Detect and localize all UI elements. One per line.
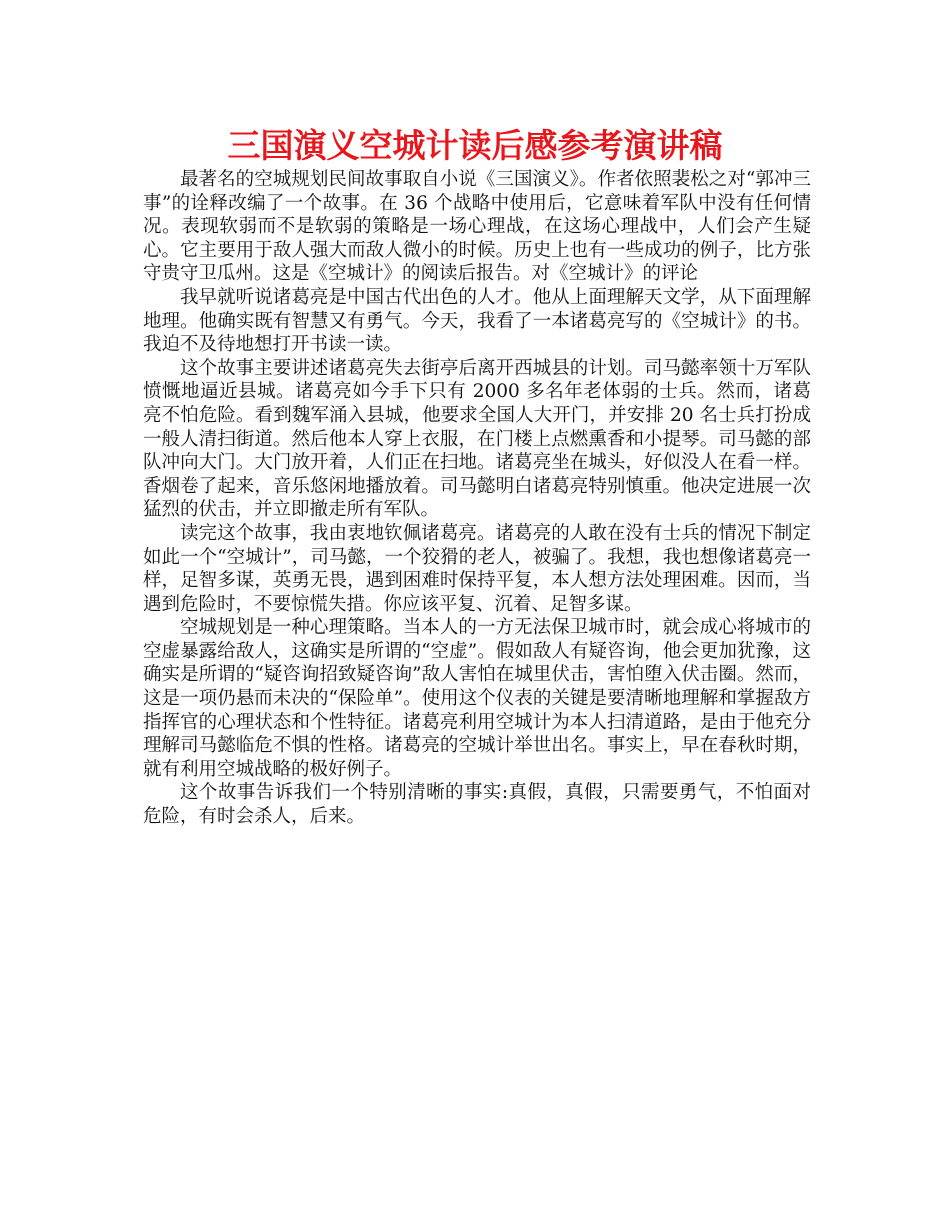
paragraph: 我早就听说诸葛亮是中国古代出色的人才。他从上面理解天文学，从下面理解地理。他确实既有智慧又有勇气。今天，我看了一本诸葛亮写的《空城计》的书。我迫不及待地想打开书读一读。 xyxy=(143,286,811,356)
document-body xyxy=(143,168,811,829)
paragraph: 这个故事告诉我们一个特别清晰的事实:真假，真假，只需要勇气，不怕面对危险，有时会杀人，后来。 xyxy=(143,782,811,828)
paragraph: 读完这个故事，我由衷地钦佩诸葛亮。诸葛亮的人敢在没有士兵的情况下制定如此一个“空城计”，司马懿，一个狡猾的老人，被骗了。我想，我也想像诸葛亮一样，足智多谋，英勇无畏，遇到困难时保持平复，本人想方法处理困难。因而，当遇到危险时，不要惊慌失措。你应该平复、沉着、足智多谋。 xyxy=(143,522,811,615)
document-title: 三国演义空城计读后感参考演讲稿 xyxy=(227,126,723,165)
paragraph: 空城规划是一种心理策略。当本人的一方无法保卫城市时，就会成心将城市的空虚暴露给敌人，这确实是所谓的“空虚”。假如敌人有疑咨询，他会更加犹豫，这确实是所谓的“疑咨询招致疑咨询”敌人害怕在城里伏击，害怕堕入伏击圈。然而，这是一项仍悬而未决的“保险单”。使用这个仪表的关键是要清晰地理解和掌握敌方指挥官的心理状态和个性特征。诸葛亮利用空城计为本人扫清道路，是由于他充分理解司马懿临危不惧的性格。诸葛亮的空城计举世出名。事实上，早在春秋时期，就有利用空城战略的极好例子。 xyxy=(143,617,811,780)
paragraph: 最著名的空城规划民间故事取自小说《三国演义》。作者依照裴松之对“郭冲三事”的诠释改编了一个故事。在 36 个战略中使用后，它意味着军队中没有任何情况。表现软弱而不是软弱的策略是一场心理战，在这场心理战中，人们会产生疑心。它主要用于敌人强大而敌人微小的时候。历史上也有一些成功的例子，比方张守贵守卫瓜州。这是《空城计》的阅读后报告。对《空城计》的评论 xyxy=(143,169,811,285)
paragraph: 这个故事主要讲述诸葛亮失去街亭后离开西城县的计划。司马懿率领十万军队愤慨地逼近县城。诸葛亮如今手下只有 2000 多名年老体弱的士兵。然而，诸葛亮不怕危险。看到魏军涌入县城，他要求全国人大开门，并安排 20 名士兵打扮成一般人清扫街道。然后他本人穿上衣服，在门楼上点燃熏香和小提琴。司马懿的部队冲向大门。大门放开着，人们正在扫地。诸葛亮坐在城头，好似没人在看一样。香烟卷了起来，音乐悠闲地播放着。司马懿明白诸葛亮特别慎重。他决定进展一次猛烈的伏击，并立即撤走所有军队。 xyxy=(143,357,811,521)
